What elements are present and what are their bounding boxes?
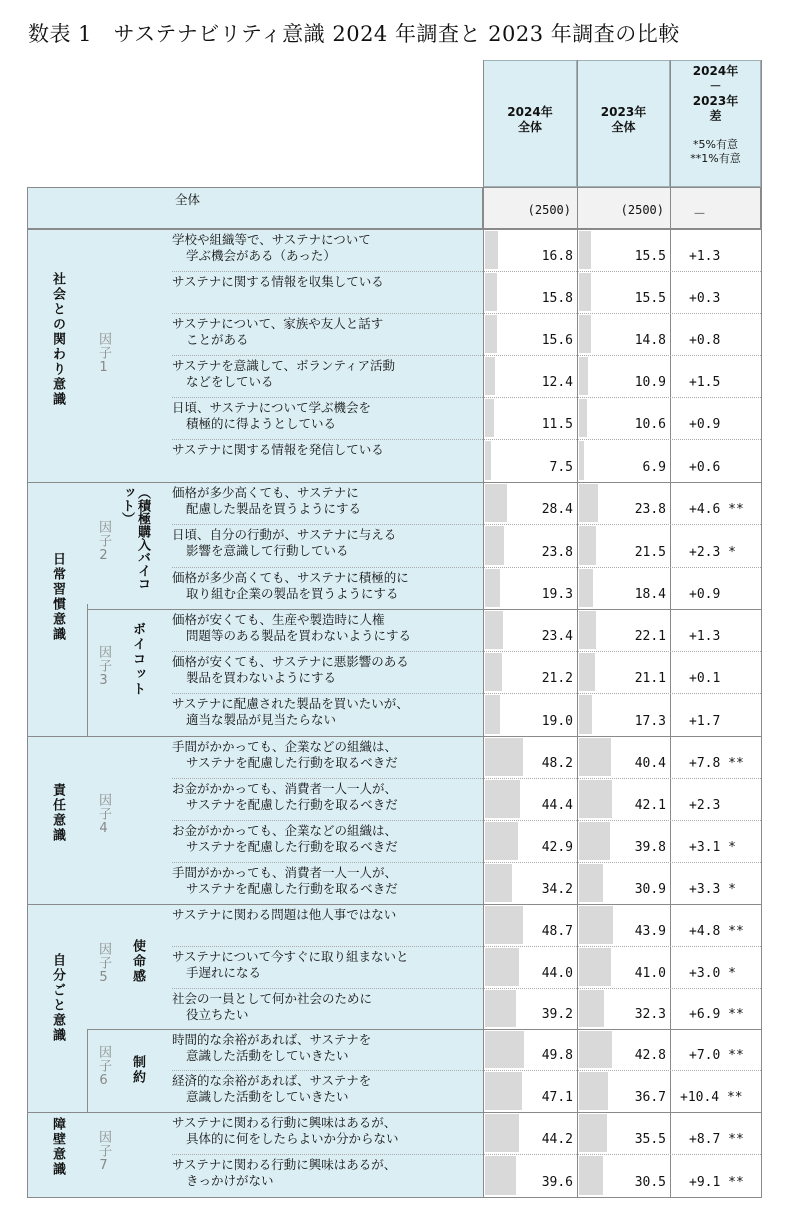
subgroup-line-constraint	[87, 1029, 762, 1030]
statement-text	[172, 1032, 371, 1064]
value-2024: 44.0	[541, 966, 573, 981]
value-2024: 16.8	[541, 249, 573, 264]
table-title: 数表 1 サステナビリティ意識 2024 年調査と 2023 年調査の比較	[28, 22, 680, 46]
statement-text	[172, 400, 371, 432]
diff-value: +0.9	[689, 587, 721, 602]
value-2023: 21.5	[634, 545, 666, 560]
diff-value: +10.4 **	[680, 1090, 743, 1105]
value-2023: 15.5	[634, 249, 666, 264]
statement-text	[172, 358, 395, 390]
value-2023: 14.8	[634, 333, 666, 348]
value-2023: 32.3	[634, 1007, 666, 1022]
statement-line1: サステナに関する情報を収集している	[172, 274, 384, 289]
factor-label-1: 因子1	[96, 332, 111, 376]
group-line-1	[27, 229, 762, 230]
statement-text	[172, 274, 384, 290]
statement-line1: サステナに関わる行動に興味はあるが、	[172, 1157, 397, 1172]
statement-line1: サステナについて、家族や友人と話す	[172, 316, 384, 331]
value-2023: 22.1	[634, 629, 666, 644]
statement-line2: サステナを配慮した行動を取るべきだ	[186, 797, 398, 812]
value-2023: 30.9	[634, 882, 666, 897]
header-diff-line4: 差	[709, 109, 722, 123]
diff-value: +1.3	[689, 629, 721, 644]
statement-text	[172, 485, 361, 517]
diff-value: +7.0 **	[689, 1048, 744, 1063]
factor-label-2: 因子2	[96, 520, 111, 564]
statement-text	[172, 739, 398, 771]
diff-value: +2.3 *	[689, 545, 736, 560]
statement-line2: サステナを配慮した行動を取るべきだ	[186, 839, 398, 854]
statement-text	[172, 781, 398, 813]
statement-text	[172, 1157, 396, 1189]
statement-line1: お金がかかっても、企業などの組織は、	[172, 823, 398, 838]
statement-line2: 影響を意識して行動している	[186, 543, 349, 558]
diff-value: +1.5	[689, 375, 721, 390]
statement-line2: などをしている	[186, 374, 274, 389]
value-2023: 6.9	[642, 460, 666, 475]
header-2024	[483, 60, 577, 187]
statement-line1: サステナに関わる問題は他人事ではない	[172, 907, 397, 922]
subgroup-constraint: 制約	[130, 1055, 145, 1085]
value-2024: 39.6	[541, 1175, 573, 1190]
statement-line1: お金がかかっても、消費者一人一人が、	[172, 781, 398, 796]
header-2024-line1: 2024年	[507, 105, 553, 119]
row-separator	[172, 1154, 761, 1155]
statement-line1: 日頃、自分の行動が、サステナに与える	[172, 527, 397, 542]
group-name-4: 自分ごと意識	[50, 953, 65, 1043]
statement-line2: ことがある	[186, 332, 249, 347]
value-2023: 43.9	[634, 924, 666, 939]
header-2023	[577, 60, 670, 187]
statement-line1: サステナについて今すぐに取り組まないと	[172, 949, 409, 964]
statement-line1: サステナを意識して、ボランティア活動	[172, 358, 396, 373]
value-2023: 18.4	[634, 587, 666, 602]
statement-line2: 役立ちたい	[186, 1007, 249, 1022]
statement-line2: 製品を買わないようにする	[186, 670, 337, 685]
factor-label-4: 因子4	[96, 793, 111, 837]
statement-text	[172, 949, 409, 981]
statement-line1: 経済的な余裕があれば、サステナを	[172, 1073, 372, 1088]
statement-text	[172, 865, 398, 897]
value-2023: 42.1	[634, 798, 666, 813]
diff-value: +9.1 **	[689, 1175, 744, 1190]
row-separator	[172, 946, 761, 947]
group-name-1: 社会との関わり意識	[50, 272, 65, 407]
header-2023-line1: 2023年	[600, 105, 647, 119]
statement-text	[172, 612, 411, 644]
statement-line2: きっかけがない	[186, 1173, 274, 1188]
statement-line2: 学ぶ機会がある（あった）	[186, 248, 336, 263]
diff-value: +1.3	[689, 249, 721, 264]
factor-label-5: 因子5	[96, 942, 111, 986]
total-label: 全体	[175, 192, 201, 207]
row-separator	[172, 397, 761, 398]
value-2023: 35.5	[634, 1132, 666, 1147]
value-2023: 15.5	[634, 291, 666, 306]
value-2023: 17.3	[634, 714, 666, 729]
frame-bottom	[27, 1197, 762, 1198]
header-diff-line2: －	[709, 79, 722, 93]
header-2024-line2: 全体	[517, 120, 542, 134]
statement-line2: 意識した活動をしていきたい	[186, 1048, 349, 1063]
total-label-cell	[27, 187, 483, 229]
total-diff: －	[693, 207, 707, 222]
value-2024: 28.4	[541, 502, 573, 517]
statement-line1: 時間的な余裕があれば、サステナを	[172, 1032, 372, 1047]
row-separator	[172, 355, 761, 356]
statement-line1: 価格が多少高くても、サステナに積極的に	[172, 570, 409, 585]
row-separator	[172, 313, 761, 314]
diff-value: +6.9 **	[689, 1007, 744, 1022]
statement-line1: 価格が安くても、サステナに悪影響のある	[172, 654, 409, 669]
value-2024: 23.4	[541, 629, 573, 644]
row-separator	[172, 439, 761, 440]
frame-left	[27, 187, 28, 1197]
subgroup-line-boycott	[87, 609, 762, 610]
row-separator	[172, 988, 761, 989]
value-2024: 15.6	[541, 333, 573, 348]
frame-col-diff	[670, 60, 671, 1197]
value-2024: 11.5	[541, 417, 573, 432]
total-n-2023: (2500)	[620, 203, 664, 217]
value-2024: 12.4	[541, 375, 573, 390]
row-separator	[172, 1070, 761, 1071]
group-name-3: 責任意識	[50, 783, 65, 843]
subgroup-divider-2	[87, 1029, 88, 1112]
statement-text	[172, 696, 409, 728]
group-name-2: 日常習慣意識	[50, 552, 65, 642]
statement-line2: 意識した活動をしていきたい	[186, 1089, 349, 1104]
statement-text	[172, 442, 384, 458]
diff-value: +3.0 *	[689, 966, 736, 981]
statement-text	[172, 1115, 399, 1147]
diff-value: +8.7 **	[689, 1132, 744, 1147]
value-2024: 34.2	[541, 882, 573, 897]
value-2023: 36.7	[634, 1090, 666, 1105]
statement-line1: 学校や組織等で、サステナについて	[172, 232, 371, 247]
statement-line2: 積極的に得ようとしている	[186, 416, 337, 431]
row-separator	[172, 567, 761, 568]
statement-line2: 適当な製品が見当たらない	[186, 712, 337, 727]
value-2024: 48.2	[541, 756, 573, 771]
header-2023-line2: 全体	[611, 120, 636, 134]
subgroup-buycott: （積極購入バイコット）	[119, 486, 150, 590]
row-separator	[172, 524, 761, 525]
factor-label-3: 因子3	[96, 645, 111, 689]
subgroup-divider	[87, 604, 88, 736]
frame-right	[761, 60, 762, 1197]
statement-line1: 手間がかかっても、消費者一人一人が、	[172, 865, 398, 880]
statement-line1: 手間がかかっても、企業などの組織は、	[172, 739, 398, 754]
value-2024: 19.3	[541, 587, 573, 602]
value-2024: 19.0	[541, 714, 573, 729]
sig-note-1: **1%有意	[690, 152, 741, 165]
value-2024: 47.1	[541, 1090, 573, 1105]
group-line-5	[27, 1112, 762, 1113]
row-separator	[172, 778, 761, 779]
value-2023: 41.0	[634, 966, 666, 981]
group-line-4	[27, 904, 762, 905]
value-2023: 10.6	[634, 417, 666, 432]
subgroup-boycott: ボイコット	[130, 622, 145, 697]
statement-line2: サステナを配慮した行動を取るべきだ	[186, 755, 398, 770]
value-2023: 39.8	[634, 840, 666, 855]
total-n-2024: (2500)	[527, 203, 571, 217]
group-name-5: 障壁意識	[50, 1117, 65, 1177]
header-diff-line3: 2023年	[692, 94, 739, 108]
header-diff	[670, 60, 761, 187]
value-2024: 23.8	[541, 545, 573, 560]
statement-text	[172, 1073, 371, 1105]
diff-value: +0.6	[689, 460, 721, 475]
value-2024: 44.2	[541, 1132, 573, 1147]
statement-line1: 社会の一員として何か社会のために	[172, 991, 373, 1006]
group-line-3	[27, 736, 762, 737]
statement-text	[172, 527, 396, 559]
value-2024: 21.2	[541, 671, 573, 686]
statement-text	[172, 232, 371, 264]
row-separator	[172, 651, 761, 652]
row-separator	[172, 862, 761, 863]
value-2023: 30.5	[634, 1175, 666, 1190]
factor-label-7: 因子7	[96, 1130, 111, 1174]
value-2023: 40.4	[634, 756, 666, 771]
statement-line2: 手遅れになる	[186, 965, 262, 980]
value-2023: 23.8	[634, 502, 666, 517]
statement-text	[172, 654, 409, 686]
diff-value: +0.9	[689, 417, 721, 432]
header-diff-line1: 2024年	[692, 64, 739, 78]
value-2023: 10.9	[634, 375, 666, 390]
statement-line1: サステナに関わる行動に興味はあるが、	[172, 1115, 397, 1130]
factor-label-6: 因子6	[96, 1045, 111, 1089]
value-2024: 15.8	[541, 291, 573, 306]
statement-line2: サステナを配慮した行動を取るべきだ	[186, 881, 398, 896]
statement-line2: 具体的に何をしたらよいか分からない	[186, 1131, 399, 1146]
statement-text	[172, 316, 383, 348]
sig-note-5: *5%有意	[693, 138, 738, 151]
diff-value: +3.3 *	[689, 882, 736, 897]
statement-text	[172, 570, 409, 602]
statement-line1: 価格が安くても、生産や製造時に人権	[172, 612, 385, 627]
row-separator	[172, 693, 761, 694]
value-2023: 42.8	[634, 1048, 666, 1063]
diff-value: +1.7	[689, 714, 721, 729]
statement-line2: 問題等のある製品を買わないようにする	[186, 628, 412, 643]
row-separator	[172, 271, 761, 272]
diff-value: +3.1 *	[689, 840, 736, 855]
statement-line1: サステナに配慮された製品を買いたいが、	[172, 696, 409, 711]
value-2024: 7.5	[549, 460, 573, 475]
value-2023: 21.1	[634, 671, 666, 686]
diff-value: +7.8 **	[689, 756, 744, 771]
row-separator	[172, 820, 761, 821]
statement-line2: 配慮した製品を買うようにする	[186, 501, 362, 516]
statement-text	[172, 991, 372, 1023]
value-2024: 39.2	[541, 1007, 573, 1022]
diff-value: +2.3	[689, 798, 721, 813]
statement-text	[172, 823, 398, 855]
value-2024: 42.9	[541, 840, 573, 855]
diff-value: +0.3	[689, 291, 721, 306]
diff-value: +0.1	[689, 671, 721, 686]
statement-line1: 価格が多少高くても、サステナに	[172, 485, 359, 500]
diff-value: +0.8	[689, 333, 721, 348]
value-2024: 44.4	[541, 798, 573, 813]
group-line-2	[27, 482, 762, 483]
diff-value: +4.6 **	[689, 502, 744, 517]
value-2024: 49.8	[541, 1048, 573, 1063]
value-2024: 48.7	[541, 924, 573, 939]
subgroup-mission: 使命感	[130, 939, 145, 984]
statement-line1: 日頃、サステナについて学ぶ機会を	[172, 400, 372, 415]
statement-line2: 取り組む企業の製品を買うようにする	[186, 586, 399, 601]
statement-line1: サステナに関する情報を発信している	[172, 442, 384, 457]
statement-text	[172, 907, 396, 923]
diff-value: +4.8 **	[689, 924, 744, 939]
